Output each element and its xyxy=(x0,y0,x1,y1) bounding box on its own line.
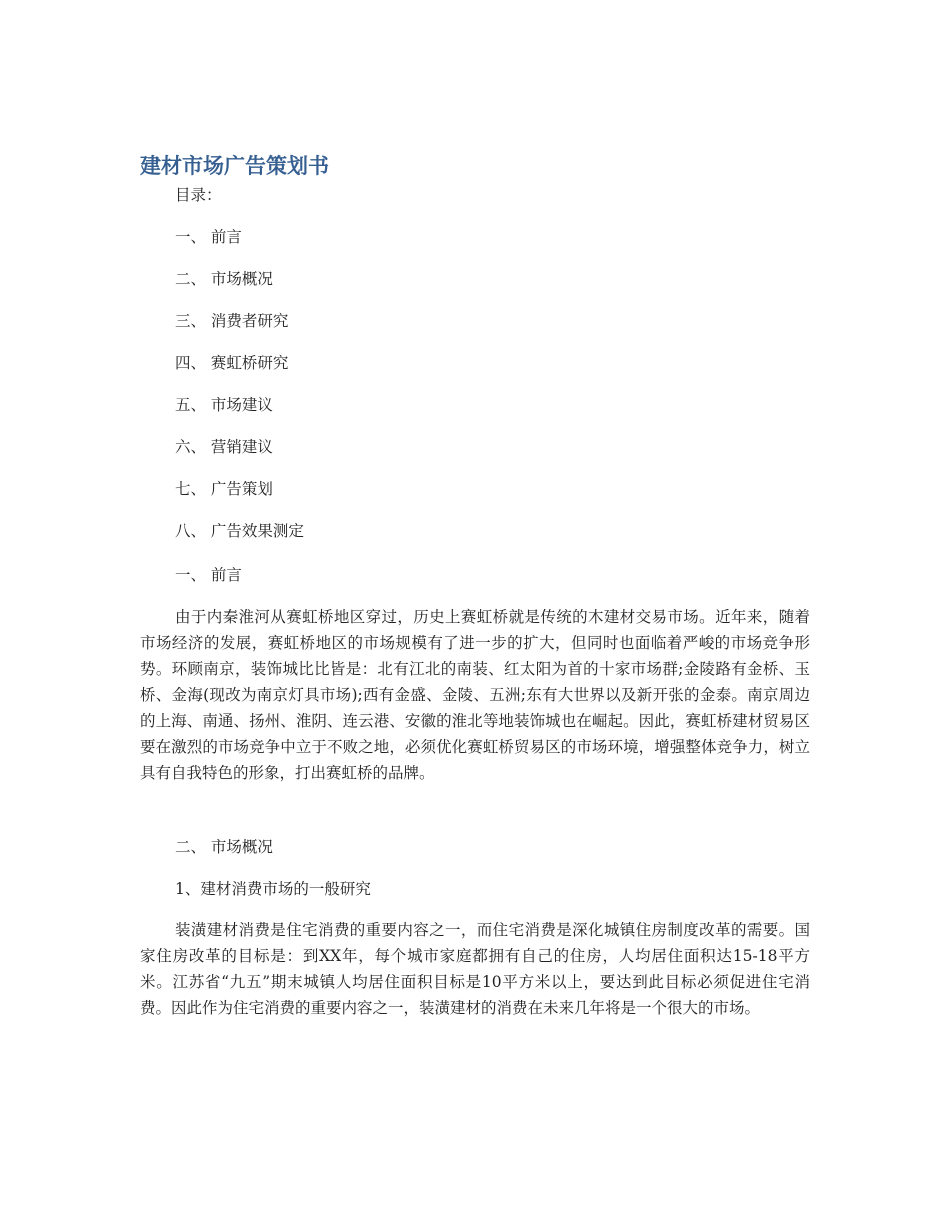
section-heading: 二、 市场概况 xyxy=(175,838,273,856)
toc-item: 七、 广告策划 xyxy=(175,480,273,498)
toc-label: 目录： xyxy=(175,186,222,204)
toc-item: 五、 市场建议 xyxy=(175,396,273,414)
section-heading: 一、 前言 xyxy=(175,566,242,584)
toc-item: 三、 消费者研究 xyxy=(175,312,289,330)
toc-item: 四、 赛虹桥研究 xyxy=(175,354,289,372)
body-paragraph: 装潢建材消费是住宅消费的重要内容之一，而住宅消费是深化城镇住房制度改革的需要。国家住房改革的目标是：到XX年，每个城市家庭都拥有自己的住房，人均居住面积达15-18平方米。江苏省“九五”期末城镇人均居住面积目标是10平方米以上，要达到此目标必须促进住宅消费。因此作为住宅消费的重要内容之一，装潢建材的消费在未来几年将是一个很大的市场。 xyxy=(140,921,810,1017)
subsection-heading: 1、建材消费市场的一般研究 xyxy=(175,880,371,898)
toc-item: 八、 广告效果测定 xyxy=(175,522,304,540)
body-paragraph: 由于内秦淮河从赛虹桥地区穿过，历史上赛虹桥就是传统的木建材交易市场。近年来，随着市场经济的发展，赛虹桥地区的市场规模有了进一步的扩大，但同时也面临着严峻的市场竞争形势。环顾南京，装饰城比比皆是：北有江北的南装、红太阳为首的十家市场群;金陵路有金桥、玉桥、金海(现改为南京灯具市场);西有金盛、金陵、五洲;东有大世界以及新开张的金泰。南京周边的上海、南通、扬州、淮阴、连云港、安徽的淮北等地装饰城也在崛起。因此，赛虹桥建材贸易区要在激烈的市场竞争中立于不败之地，必须优化赛虹桥贸易区的市场环境，增强整体竞争力，树立具有自我特色的形象，打出赛虹桥的品牌。 xyxy=(140,608,810,782)
toc-item: 一、 前言 xyxy=(175,228,242,246)
toc-item: 六、 营销建议 xyxy=(175,438,273,456)
document-title: 建材市场广告策划书 xyxy=(140,154,329,178)
toc-item: 二、 市场概况 xyxy=(175,270,273,288)
